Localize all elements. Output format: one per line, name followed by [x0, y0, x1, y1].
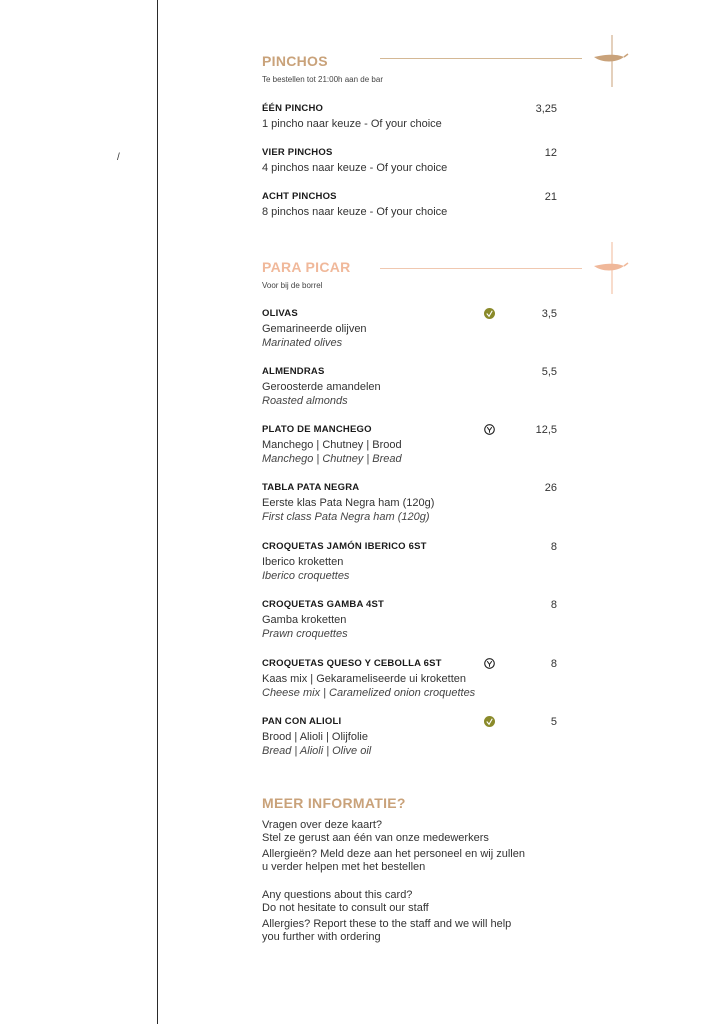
item-price: 3,25	[535, 103, 557, 115]
item-desc: 8 pinchos naar keuze - Of your choice	[262, 206, 448, 218]
info-line: you further with ordering	[262, 931, 381, 943]
chili-icon	[590, 33, 630, 89]
para-picar-subtitle: Voor bij de borrel	[262, 281, 323, 290]
info-line: Vragen over deze kaart?	[262, 819, 383, 831]
item-desc: Gamba kroketten	[262, 614, 347, 626]
menu-item	[262, 103, 557, 130]
info-line: Do not hesitate to consult our staff	[262, 902, 429, 914]
menu-item	[262, 658, 557, 699]
para-picar-rule	[380, 268, 582, 269]
meer-informatie-header	[262, 795, 562, 811]
item-translation: Cheese mix | Caramelized onion croquettes	[262, 687, 476, 699]
item-name: CROQUETAS GAMBA 4ST	[262, 599, 385, 610]
menu-item	[262, 424, 557, 465]
item-price: 21	[544, 191, 557, 203]
item-translation: Manchego | Chutney | Bread	[262, 453, 402, 465]
item-name: PAN CON ALIOLI	[262, 716, 342, 727]
item-price: 5,5	[541, 366, 557, 378]
item-name: ÉÉN PINCHO	[262, 103, 324, 114]
item-price: 12	[544, 147, 557, 159]
item-translation: Iberico croquettes	[262, 570, 350, 582]
item-desc: Brood | Alioli | Olijfolie	[262, 731, 368, 743]
para-picar-header	[262, 259, 562, 290]
menu-item	[262, 147, 557, 174]
item-desc: 4 pinchos naar keuze - Of your choice	[262, 162, 448, 174]
menu-item	[262, 366, 557, 407]
meer-informatie-title: MEER INFORMATIE?	[262, 795, 406, 811]
item-name: CROQUETAS QUESO Y CEBOLLA 6ST	[262, 658, 442, 669]
menu-item	[262, 191, 557, 218]
item-price: 5	[550, 716, 557, 728]
item-price: 8	[550, 541, 557, 553]
item-desc: Gemarineerde olijven	[262, 323, 367, 335]
info-line: Stel ze gerust aan één van onze medewerkers	[262, 832, 489, 844]
item-name: TABLA PATA NEGRA	[262, 482, 360, 493]
item-name: ACHT PINCHOS	[262, 191, 337, 202]
item-price: 8	[550, 658, 557, 670]
pinchos-rule	[380, 58, 582, 59]
menu-item	[262, 716, 557, 757]
item-translation: Bread | Alioli | Olive oil	[262, 745, 372, 757]
item-name: CROQUETAS JAMÓN IBERICO 6ST	[262, 541, 427, 552]
vegan-icon	[484, 308, 495, 319]
item-desc: Manchego | Chutney | Brood	[262, 439, 402, 451]
vegetarian-icon	[484, 424, 495, 435]
margin-line	[157, 0, 158, 1024]
info-line: Any questions about this card?	[262, 889, 413, 901]
pinchos-title: PINCHOS	[262, 53, 328, 69]
item-name: ALMENDRAS	[262, 366, 325, 377]
item-desc: Kaas mix | Gekarameliseerde ui kroketten	[262, 673, 466, 685]
item-price: 3,5	[541, 308, 557, 320]
info-line: Allergies? Report these to the staff and we will help	[262, 918, 512, 930]
item-name: OLIVAS	[262, 308, 298, 319]
menu-item	[262, 482, 557, 523]
margin-mark: /	[117, 152, 120, 163]
item-price: 26	[544, 482, 557, 494]
item-translation: Prawn croquettes	[262, 628, 348, 640]
menu-item	[262, 599, 557, 640]
vegetarian-icon	[484, 658, 495, 669]
para-picar-title: PARA PICAR	[262, 259, 351, 275]
item-price: 8	[550, 599, 557, 611]
item-name: VIER PINCHOS	[262, 147, 333, 158]
item-desc: Eerste klas Pata Negra ham (120g)	[262, 497, 435, 509]
menu-item	[262, 541, 557, 582]
menu-item	[262, 308, 557, 349]
info-line: Allergieën? Meld deze aan het personeel en wij zullen	[262, 848, 525, 860]
item-translation: First class Pata Negra ham (120g)	[262, 511, 430, 523]
item-translation: Roasted almonds	[262, 395, 348, 407]
item-desc: Iberico kroketten	[262, 556, 344, 568]
meer-informatie-body	[262, 819, 562, 944]
item-desc: Geroosterde amandelen	[262, 381, 381, 393]
item-price: 12,5	[535, 424, 557, 436]
item-desc: 1 pincho naar keuze - Of your choice	[262, 118, 442, 130]
pinchos-subtitle: Te bestellen tot 21:00h aan de bar	[262, 75, 383, 84]
item-name: PLATO DE MANCHEGO	[262, 424, 372, 435]
chili-icon	[590, 240, 630, 296]
vegan-icon	[484, 716, 495, 727]
item-translation: Marinated olives	[262, 337, 343, 349]
info-line: u verder helpen met het bestellen	[262, 861, 426, 873]
